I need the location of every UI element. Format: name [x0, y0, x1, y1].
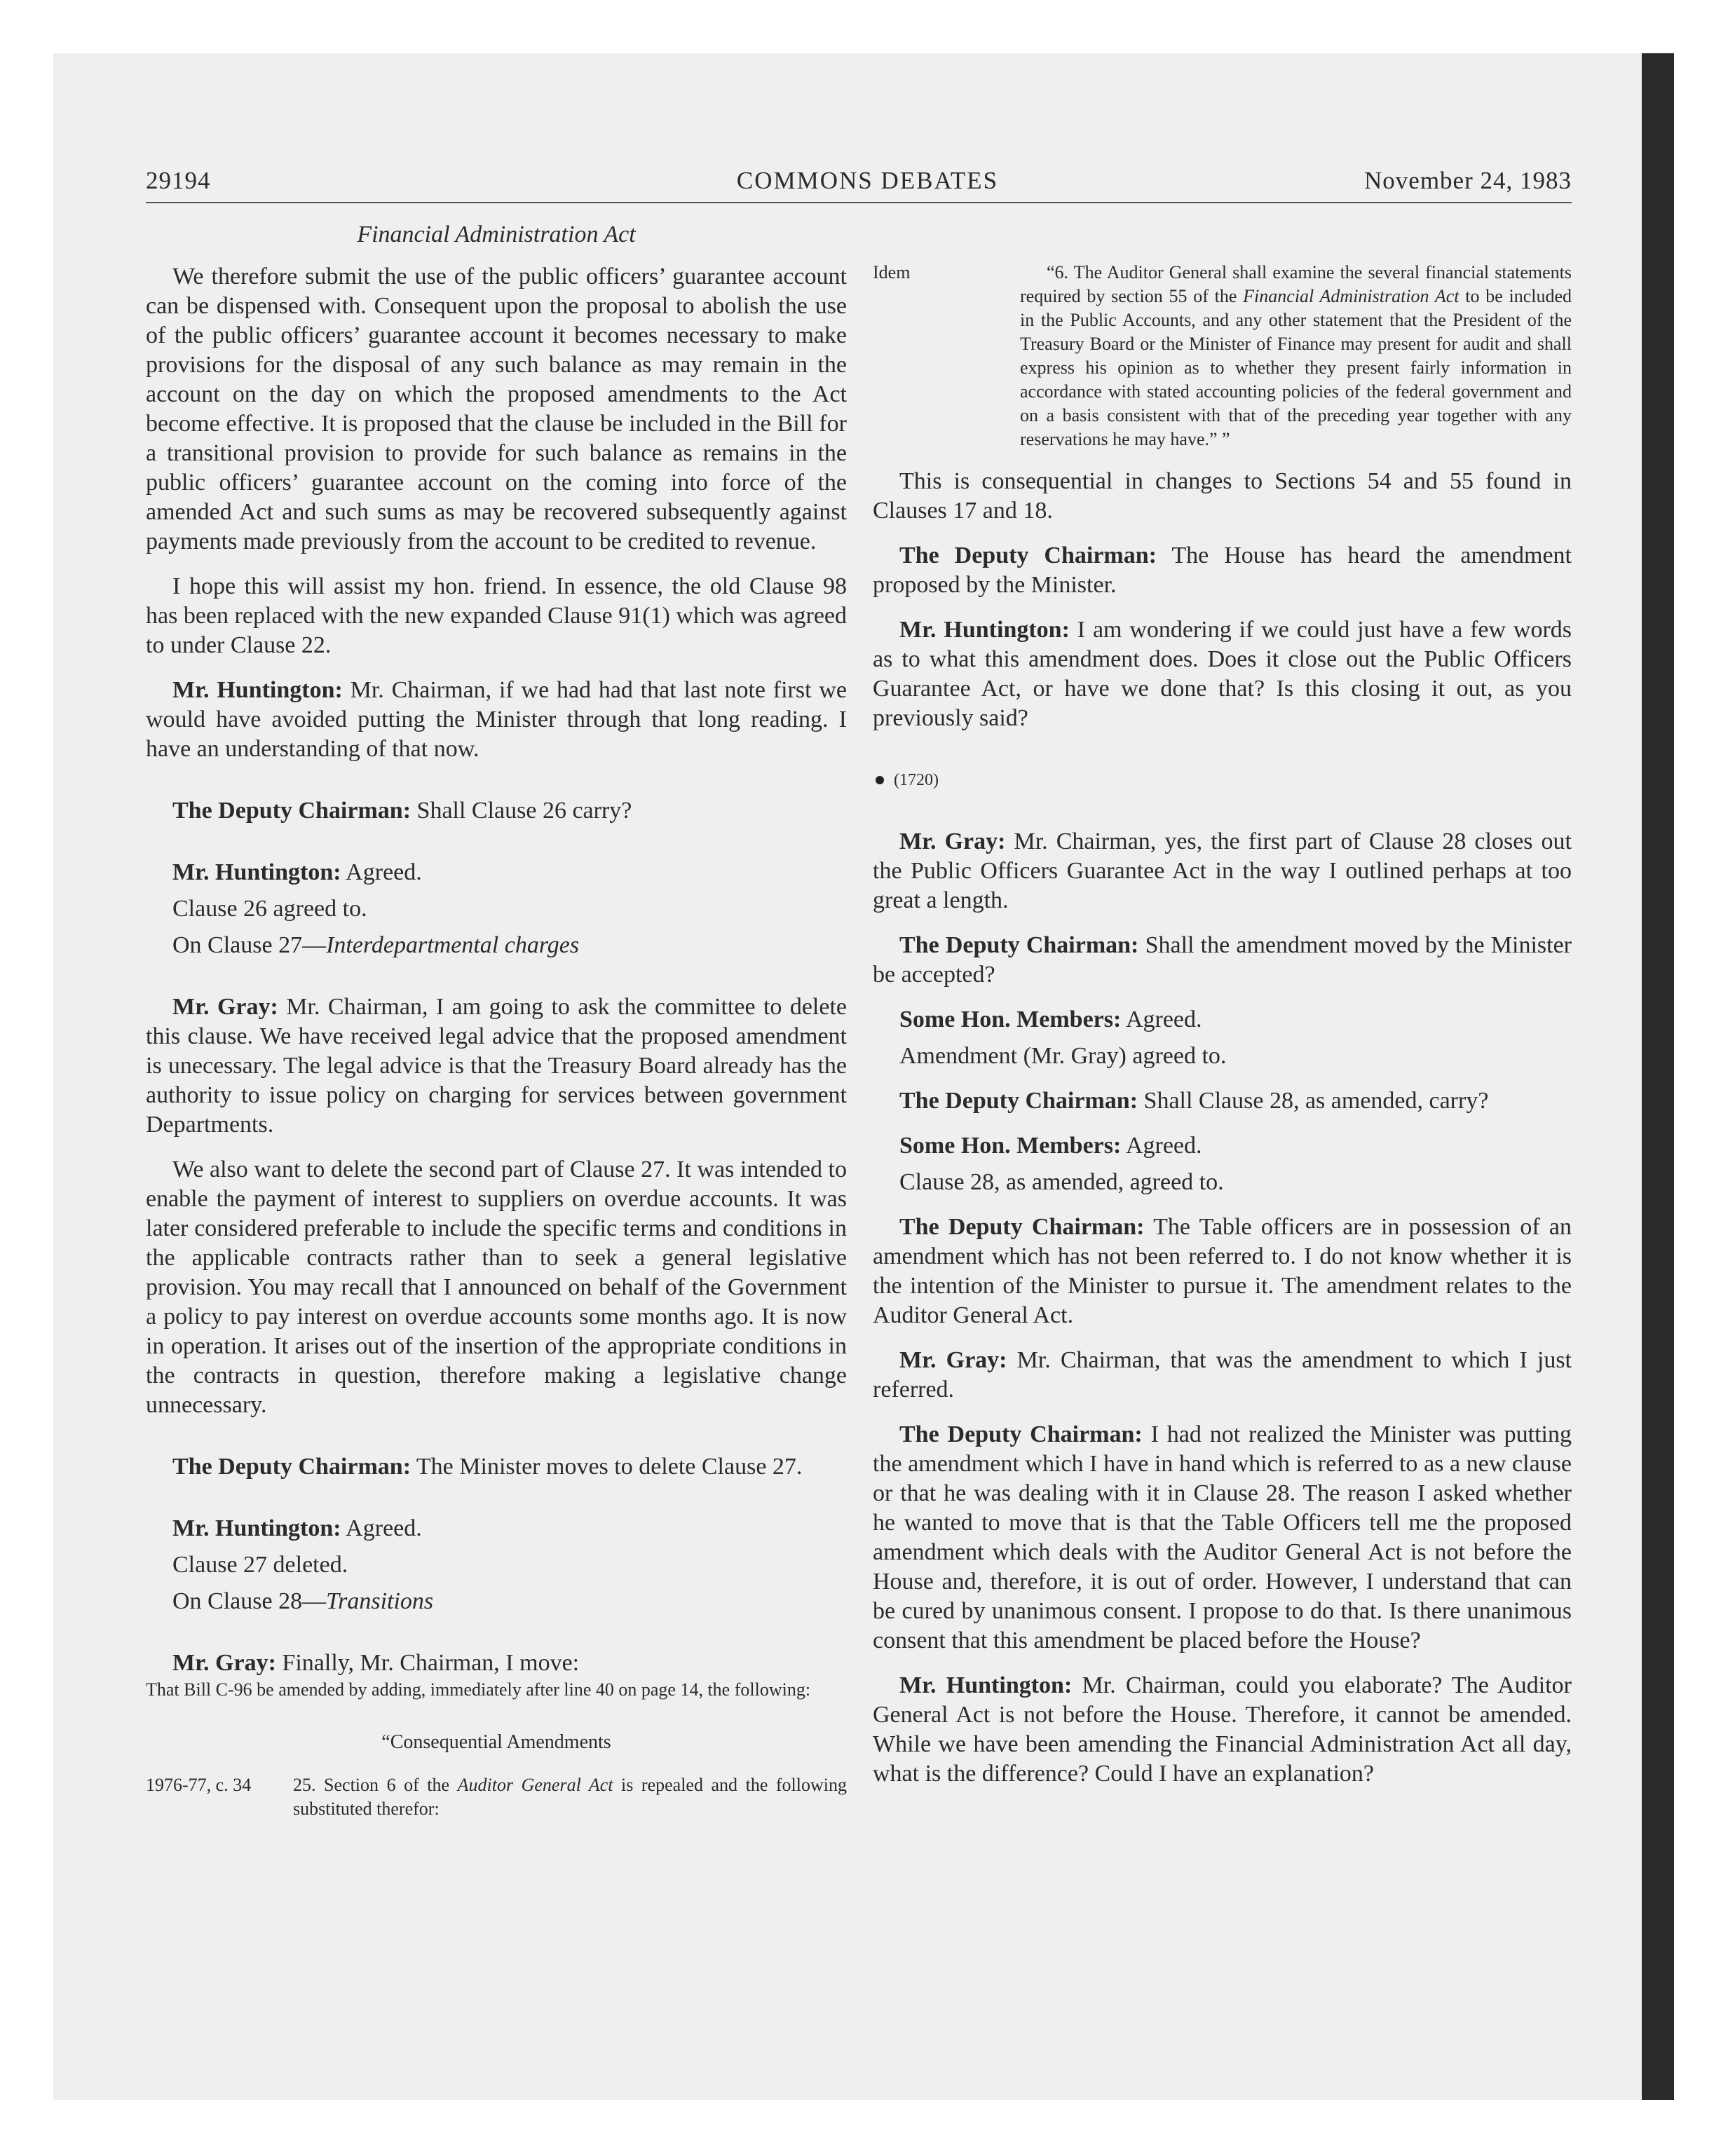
right-column [873, 210, 1572, 1789]
paragraph: We also want to delete the second part of Clause 27. It was intended to enable the payment of interest to suppliers on overdue accounts. It was later considered preferable to include the specific terms and conditions in the applicable contracts rather than to seek a general legislative provision. You may recall that I announced on behalf of the Government a policy to pay interest on overdue accounts some months ago. It is now in operation. It arises out of the insertion of the appropriate conditions in the contracts in question, therefore making a legislative change unnecessary. [146, 1157, 847, 1418]
speech: Mr. Huntington: Mr. Chairman, could you elaborate? The Auditor General Act is not before the House. Therefore, it cannot be amended. While we have been amending the Financial Administration Act all day, what is the difference? Could I have an explanation? [873, 1672, 1572, 1787]
speaker: The Deputy Chairman: [899, 543, 1157, 568]
speech: Mr. Huntington: Agreed. [172, 1515, 422, 1541]
speech: The Deputy Chairman: I had not realized the Minister was putting the amendment which I have in hand which is referred to as a new clause or that he was dealing with it in Clause 28. The reason I asked whether he wanted to move that is that the Table Officers tell me the proposed amendment which deals with the Auditor General Act is not before the House and, therefore, it is out of order. However, I understand that can be cured by unanimous consent. I propose to do that. Is there unanimous consent that this amendment be placed before the House? [873, 1421, 1572, 1653]
speaker: The Deputy Chairman: [899, 1214, 1145, 1240]
margin-reference: 1976-77, c. 34 [146, 1775, 252, 1795]
speaker: Mr. Huntington: [899, 617, 1070, 643]
section-title: Financial Administration Act [357, 221, 636, 247]
proceeding: Clause 27 deleted. [172, 1552, 348, 1578]
speaker: Mr. Gray: [172, 1650, 276, 1676]
header-rule [146, 202, 1572, 203]
speech: Mr. Gray: Finally, Mr. Chairman, I move: [172, 1650, 580, 1676]
speaker: The Deputy Chairman: [172, 798, 411, 824]
speech: Mr. Huntington: I am wondering if we could just have a few words as to what this amendment does. Does it close out the Public Officers Guarantee Act, or have we done that? Is this closing it out, as you previously said? [873, 617, 1572, 731]
speech: Mr. Gray: Mr. Chairman, that was the amendment to which I just referred. [873, 1347, 1572, 1403]
speech: Mr. Huntington: Agreed. [172, 859, 422, 885]
paragraph: We therefore submit the use of the public officers’ guarantee account can be dispensed with. Consequent upon the proposal to abolish the use of the public officers’ guarantee account it becomes necessary to make provisions for the disposal of any such balance as may remain in the account on the day on which the proposed amendments to the Act become effective. It is proposed that the clause be included in the Bill for a transitional provision to provide for such balance as remains in the public officers’ guarantee account on the coming into force of the amended Act and such sums as may be recovered subsequently against payments made previously from the account to be credited to revenue. [146, 264, 847, 554]
bullet-icon [876, 776, 884, 784]
clause-heading: On Clause 28—Transitions [172, 1588, 434, 1614]
speaker: The Deputy Chairman: [899, 1421, 1143, 1447]
speech: Some Hon. Members: Agreed. [899, 1133, 1202, 1159]
page-number: 29194 [146, 167, 211, 194]
speaker: Mr. Gray: [172, 994, 278, 1020]
clause-25 [146, 1773, 847, 1821]
proceeding: Amendment (Mr. Gray) agreed to. [899, 1043, 1227, 1069]
proceeding: Clause 26 agreed to. [172, 896, 367, 922]
publication-date: November 24, 1983 [1364, 167, 1572, 194]
speaker: Mr. Huntington: [172, 677, 343, 703]
speech: Mr. Gray: Mr. Chairman, I am going to ask the committee to delete this clause. We have received legal advice that the proposed amendment is unecessary. The legal advice is that the Treasury Board already has the authority to issue policy on charging for services between government Departments. [146, 994, 848, 1138]
speaker: Some Hon. Members: [899, 1007, 1122, 1032]
speech: Mr. Gray: Mr. Chairman, yes, the first part of Clause 28 closes out the Public Officers Guarantee Act in the way I outlined perhaps at too great a length. [873, 828, 1572, 913]
paragraph: I hope this will assist my hon. friend. In essence, the old Clause 98 has been replaced with the new expanded Clause 91(1) which was agreed to under Clause 22. [146, 573, 847, 658]
speech: Some Hon. Members: Agreed. [899, 1007, 1202, 1032]
speaker: Mr. Huntington: [172, 1515, 341, 1541]
publication-title: COMMONS DEBATES [736, 167, 999, 194]
speaker: The Deputy Chairman: [172, 1454, 411, 1480]
scan-edge-bar [1642, 53, 1674, 2100]
motion-text: That Bill C-96 be amended by adding, immediately after line 40 on page 14, the following: [146, 1679, 811, 1700]
speech: The Deputy Chairman: Shall Clause 26 carry? [172, 798, 632, 824]
timestamp: (1720) [873, 765, 1572, 795]
speaker: Mr. Huntington: [899, 1672, 1073, 1698]
speech: The Deputy Chairman: The Minister moves to delete Clause 27. [172, 1454, 803, 1480]
speech: The Deputy Chairman: Shall Clause 28, as amended, carry? [899, 1088, 1489, 1114]
left-column [146, 210, 847, 1821]
margin-idem: Idem [873, 262, 911, 282]
clause-heading: On Clause 27—Interdepartmental charges [172, 932, 580, 958]
proceeding: Clause 28, as amended, agreed to. [899, 1169, 1224, 1195]
paragraph: This is consequential in changes to Sections 54 and 55 found in Clauses 17 and 18. [873, 468, 1572, 524]
speaker: Mr. Huntington: [172, 859, 341, 885]
speaker: The Deputy Chairman: [899, 932, 1139, 958]
speaker: Mr. Gray: [899, 1347, 1007, 1373]
section-6 [873, 261, 1572, 451]
speech: The Deputy Chairman: Shall the amendment moved by the Minister be accepted? [873, 932, 1572, 988]
speech: The Deputy Chairman: The House has heard the amendment proposed by the Minister. [873, 543, 1572, 598]
speaker: Some Hon. Members: [899, 1133, 1122, 1159]
consequential-heading: “Consequential Amendments [381, 1731, 611, 1753]
clause-25-text: 25. Section 6 of the Auditor General Act is repealed and the following substituted therefor: [293, 1775, 847, 1819]
speaker: The Deputy Chairman: [899, 1088, 1138, 1114]
speech: The Deputy Chairman: The Table officers are in possession of an amendment which has not been referred to. I do not know whether it is the intention of the Minister to pursue it. The amendment relates to the Auditor General Act. [873, 1214, 1572, 1328]
speech: Mr. Huntington: Mr. Chairman, if we had had that last note first we would have avoided putting the Minister through that long reading. I have an understanding of that now. [146, 677, 847, 762]
section-6-text: “6. The Auditor General shall examine the several financial statements required by section 55 of the Financial Administration Act to be included in the Public Accounts, and any other statement that the President of the Treasury Board or the Minister of Finance may present for audit and shall express his opinion as to whether they present fairly information in accordance with stated accounting policies of the federal government and on a basis consistent with that of the preceding year together with any reservations he may have.” ” [1020, 262, 1572, 449]
speaker: Mr. Gray: [899, 828, 1006, 854]
